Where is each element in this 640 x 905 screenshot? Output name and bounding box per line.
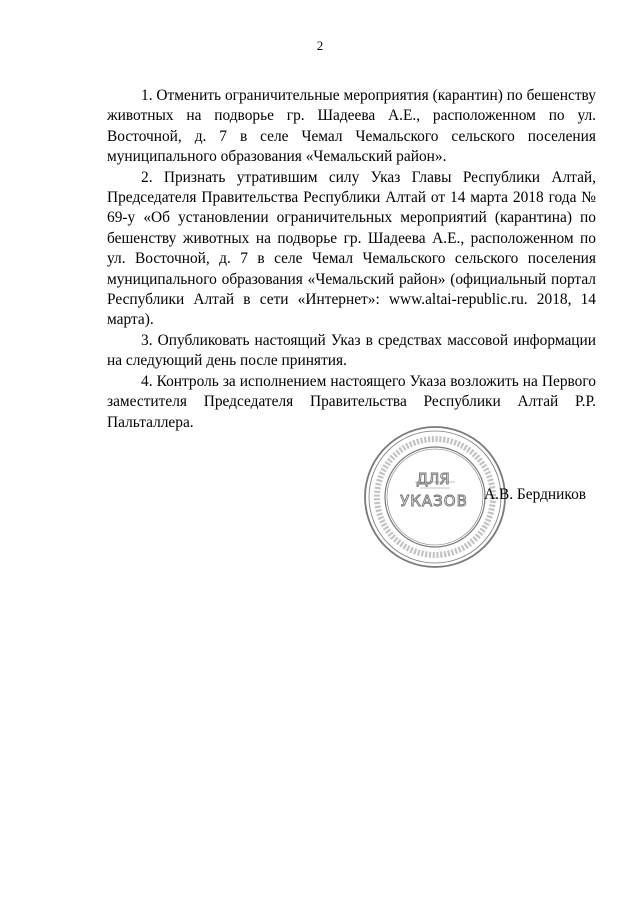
- paragraph-3-publication: 3. Опубликовать настоящий Указ в средствах массовой информации на следующий день после принятия.: [107, 331, 596, 370]
- decree-body: [107, 86, 596, 433]
- signature-block: [360, 422, 600, 572]
- paragraph-1-cancel-quarantine: 1. Отменить ограничительные мероприятия (карантин) по бешенству животных на подворье гр. Шадеева А.Е., расположенном по ул. Восточной, д. 7 в селе Чемал Чемальского сельского поселения муниципального образования «Чемальский район».: [107, 87, 596, 166]
- stamp-text-line1: ДЛЯ: [416, 470, 450, 488]
- signer-name: А.В. Бердников: [484, 486, 587, 503]
- page-number: 2: [316, 38, 324, 53]
- stamp-text-line2: УКАЗОВ: [400, 492, 468, 510]
- paragraph-2-repeal-decree: 2. Признать утратившим силу Указ Главы Республики Алтай, Председателя Правительства Республики Алтай от 14 марта 2018 года № 69-у «Об установлении ограничительных мероприятий (карантина) по бешенству животных на подворье гр. Шадеева А.Е., расположенном по ул. Восточной, д. 7 в селе Чемал Чемальского сельского поселения муниципального образования «Чемальский район» (официальный портал Республики Алтай в сети «Интернет»: www.altai-republic.ru. 2018, 14 марта).: [107, 168, 596, 329]
- paragraph-4-control: 4. Контроль за исполнением настоящего Указа возложить на Первого заместителя Председателя Правительства Республики Алтай Р.Р. Пальталлера.: [107, 372, 596, 431]
